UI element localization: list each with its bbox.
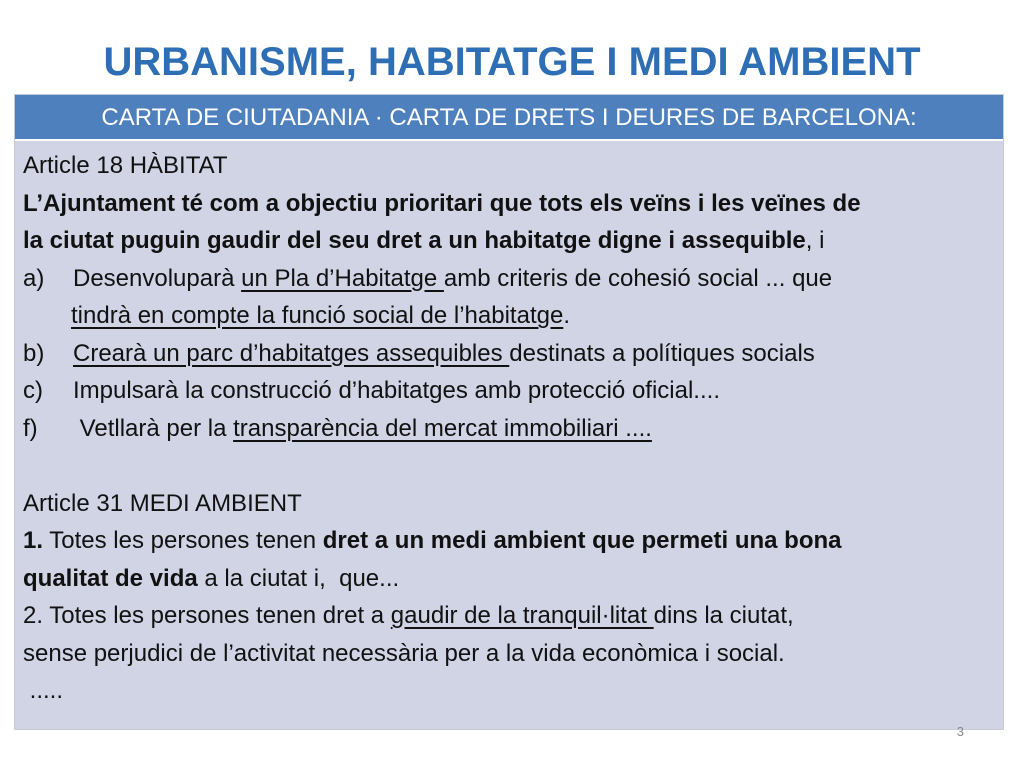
- list-item-text: amb criteris de cohesió social ... que: [443, 264, 833, 292]
- article-18-intro-bold: la ciutat puguin gaudir del seu dret a un habitatge digne i assequible: [23, 227, 806, 254]
- article-18-intro-tail: , i: [805, 227, 825, 254]
- list-item-text: Vetllarà per la: [73, 414, 234, 442]
- point-text: dins la ciutat,: [653, 602, 794, 629]
- panel-header: CARTA DE CIUTADANIA · CARTA DE DRETS I DEURES DE BARCELONA:: [15, 95, 1003, 141]
- list-item-text: Desenvoluparà: [73, 264, 242, 292]
- list-marker: f): [23, 414, 38, 442]
- article-31-point-2-cont: sense perjudici de l’activitat necessària per a la vida econòmica i social.: [23, 639, 785, 667]
- point-bold-text: qualitat de vida: [23, 564, 198, 592]
- article-31-heading: Article 31 MEDI AMBIENT: [23, 489, 302, 517]
- point-number: 1.: [23, 527, 44, 554]
- point-underlined: gaudir de la tranquil·litat: [390, 602, 654, 629]
- list-item-a: [23, 260, 993, 298]
- page-number: 3: [956, 724, 964, 739]
- list-item-c: [23, 372, 993, 410]
- list-marker: b): [23, 339, 45, 367]
- point-text: a la ciutat i, que...: [197, 564, 400, 592]
- list-marker: a): [23, 264, 45, 292]
- point-bold-text: dret a un medi ambient que permeti una bona: [322, 527, 842, 554]
- ellipsis: .....: [23, 677, 64, 704]
- list-item-a-continuation: [23, 297, 993, 335]
- list-item-underlined: tindrà en compte la funció social de l’habitatge: [71, 302, 564, 329]
- list-item-f: [23, 410, 993, 448]
- spacer: [23, 447, 993, 485]
- point-text: 2. Totes les persones tenen dret a: [23, 602, 391, 629]
- list-item-underlined: Crearà un parc d’habitatges assequibles: [73, 339, 510, 367]
- list-item-text: Impulsarà la construcció d’habitatges amb protecció oficial....: [73, 377, 720, 404]
- article-18-heading: Article 18 HÀBITAT: [23, 152, 228, 179]
- article-18-intro-line-2: [23, 222, 993, 260]
- slide-title: URBANISME, HABITATGE I MEDI AMBIENT: [103, 40, 921, 84]
- panel-body: [23, 147, 993, 710]
- article-31-point-1: [23, 522, 993, 560]
- point-text: Totes les persones tenen: [43, 527, 323, 554]
- article-31-point-1-cont: [23, 560, 993, 598]
- content-panel: [14, 94, 1004, 730]
- list-item-underlined: un Pla d’Habitatge: [241, 264, 444, 292]
- list-item-text: .: [563, 302, 570, 329]
- list-item-text: destinats a polítiques socials: [509, 339, 815, 367]
- list-item-underlined: transparència del mercat immobiliari ....: [233, 414, 652, 442]
- list-item-b: [23, 335, 993, 373]
- article-18-intro-line-1: L’Ajuntament té com a objectiu prioritari que tots els veïns i les veïnes de: [23, 189, 861, 217]
- list-marker: c): [23, 377, 43, 404]
- article-31-point-2: [23, 597, 993, 635]
